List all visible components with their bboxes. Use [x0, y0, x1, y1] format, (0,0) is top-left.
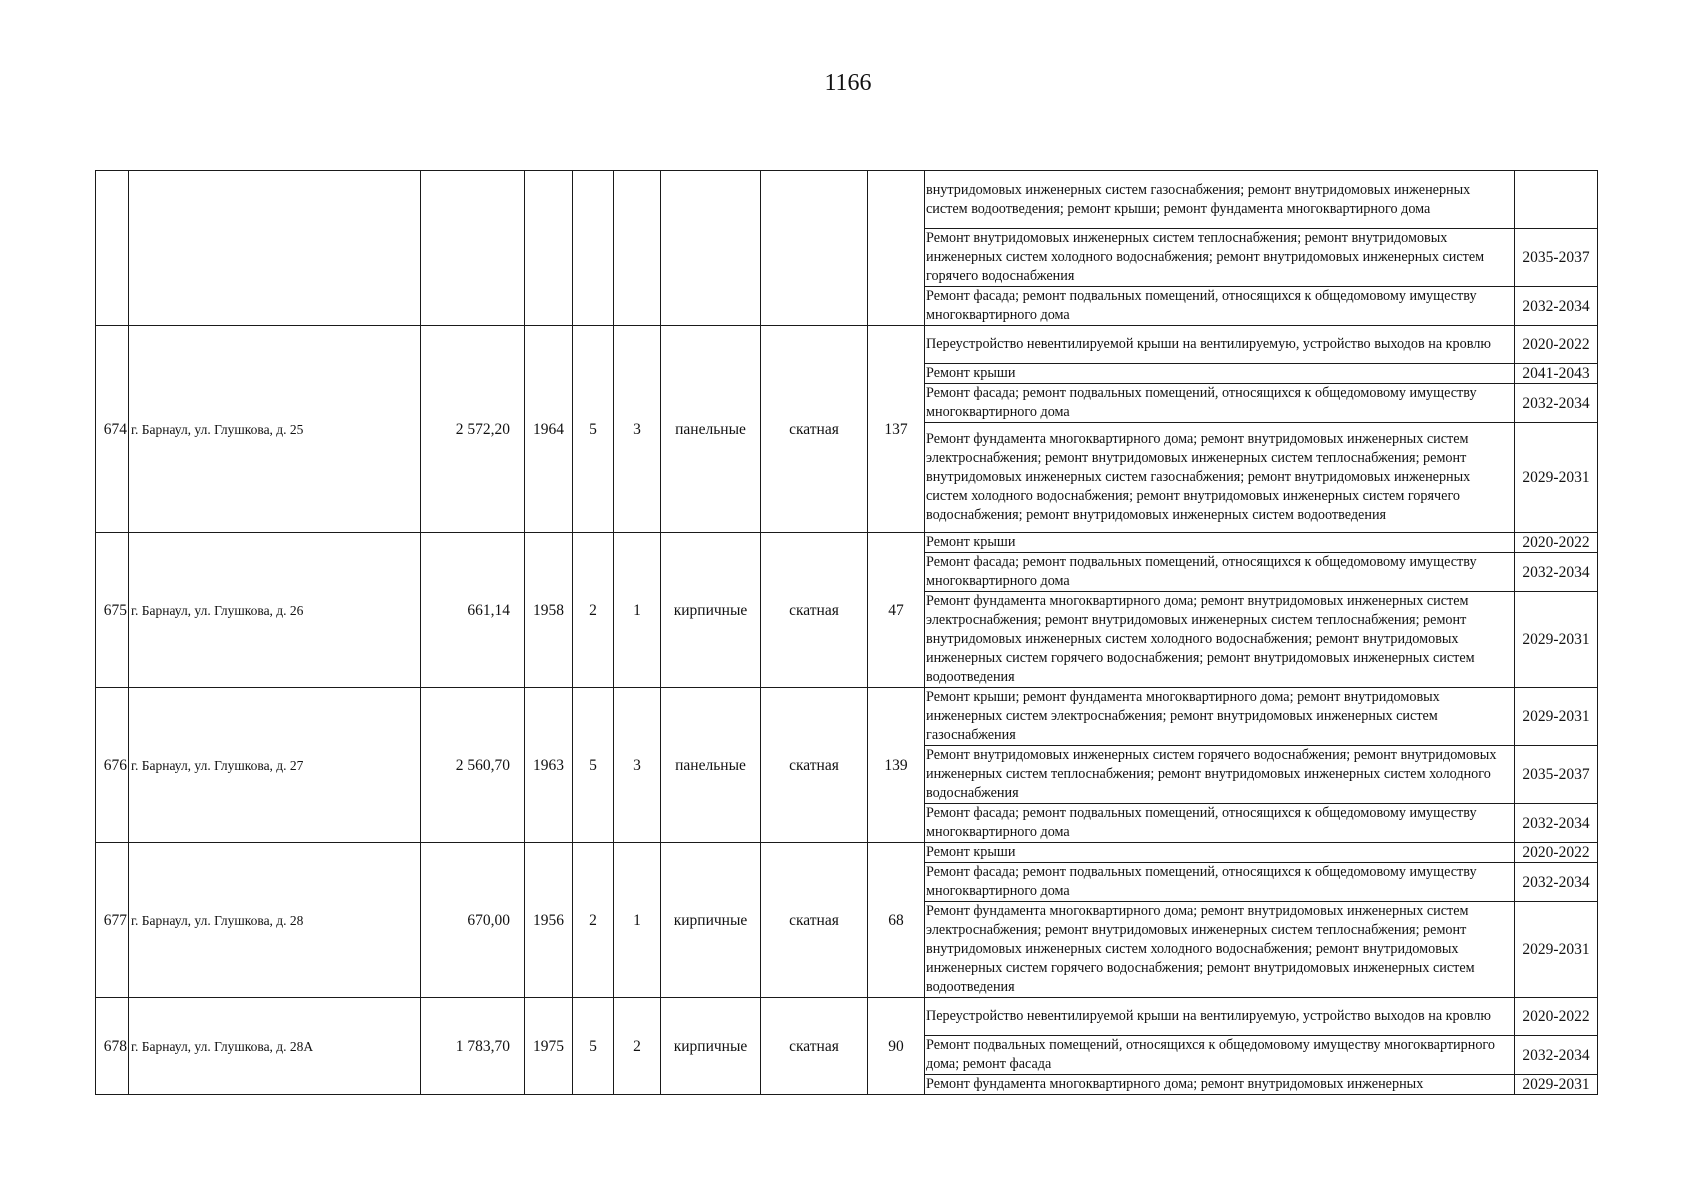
repair-period: 2029-2031 [1515, 592, 1598, 688]
house-wall-material [661, 171, 761, 326]
repair-period: 2029-2031 [1515, 423, 1598, 533]
repair-work-description: Ремонт крыши [925, 533, 1515, 553]
repair-period: 2020-2022 [1515, 843, 1598, 863]
repair-period: 2020-2022 [1515, 533, 1598, 553]
house-wall-material: панельные [661, 326, 761, 533]
house-entrances: 3 [614, 688, 661, 843]
table-row [96, 843, 1598, 863]
repair-work-description: Ремонт крыши; ремонт фундамента многоквартирного дома; ремонт внутридомовых инженерных систем электроснабжения; ремонт внутридомовых инженерных систем газоснабжения [925, 688, 1515, 746]
house-number: 676 [96, 688, 129, 843]
repair-period: 2029-2031 [1515, 902, 1598, 998]
house-area: 2 560,70 [421, 688, 525, 843]
house-wall-material: кирпичные [661, 533, 761, 688]
repair-work-description: Ремонт фундамента многоквартирного дома; ремонт внутридомовых инженерных систем электроснабжения; ремонт внутридомовых инженерных систем теплоснабжения; ремонт внутридомовых инженерных систем холодного водоснабжения; ремонт внутридомовых инженерных систем горячего водоснабжения; ремонт внутридомовых инженерных систем водоотведения [925, 592, 1515, 688]
house-year: 1958 [525, 533, 573, 688]
repair-work-description: Переустройство невентилируемой крыши на вентилируемую, устройство выходов на кровлю [925, 998, 1515, 1036]
repair-work-description: Ремонт фундамента многоквартирного дома; ремонт внутридомовых инженерных систем электроснабжения; ремонт внутридомовых инженерных систем теплоснабжения; ремонт внутридомовых инженерных систем газоснабжения; ремонт внутридомовых инженерных систем холодного водоснабжения; ремонт внутридомовых инженерных систем горячего водоснабжения; ремонт внутридомовых инженерных систем водоотведения [925, 423, 1515, 533]
repair-work-description: Ремонт фасада; ремонт подвальных помещений, относящихся к общедомовому имуществу многоквартирного дома [925, 287, 1515, 326]
repair-period: 2035-2037 [1515, 746, 1598, 804]
house-address: г. Барнаул, ул. Глушкова, д. 28 [129, 843, 421, 998]
repair-period: 2032-2034 [1515, 384, 1598, 423]
house-floors: 5 [573, 688, 614, 843]
house-area: 661,14 [421, 533, 525, 688]
house-address: г. Барнаул, ул. Глушкова, д. 28А [129, 998, 421, 1095]
repair-work-description: Ремонт фасада; ремонт подвальных помещений, относящихся к общедомовому имуществу многоквартирного дома [925, 384, 1515, 423]
house-wall-material: панельные [661, 688, 761, 843]
house-address: г. Барнаул, ул. Глушкова, д. 26 [129, 533, 421, 688]
house-residents: 137 [868, 326, 925, 533]
table-row [96, 998, 1598, 1036]
house-roof-type: скатная [761, 998, 868, 1095]
house-number: 674 [96, 326, 129, 533]
house-wall-material: кирпичные [661, 998, 761, 1095]
table-row [96, 688, 1598, 746]
house-residents [868, 171, 925, 326]
house-year: 1975 [525, 998, 573, 1095]
house-year: 1956 [525, 843, 573, 998]
repair-work-description: Ремонт фасада; ремонт подвальных помещений, относящихся к общедомовому имуществу многоквартирного дома [925, 804, 1515, 843]
house-year: 1964 [525, 326, 573, 533]
house-entrances: 3 [614, 326, 661, 533]
repair-work-description: Ремонт крыши [925, 364, 1515, 384]
house-floors: 2 [573, 533, 614, 688]
repair-period: 2032-2034 [1515, 863, 1598, 902]
house-address: г. Барнаул, ул. Глушкова, д. 27 [129, 688, 421, 843]
repair-period: 2035-2037 [1515, 229, 1598, 287]
repair-work-description: Ремонт фундамента многоквартирного дома; ремонт внутридомовых инженерных [925, 1075, 1515, 1095]
house-address [129, 171, 421, 326]
repair-period: 2029-2031 [1515, 1075, 1598, 1095]
repair-work-description: Ремонт фасада; ремонт подвальных помещений, относящихся к общедомовому имуществу многоквартирного дома [925, 863, 1515, 902]
house-residents: 47 [868, 533, 925, 688]
house-number: 678 [96, 998, 129, 1095]
house-year [525, 171, 573, 326]
repair-period: 2032-2034 [1515, 287, 1598, 326]
house-number [96, 171, 129, 326]
house-area: 670,00 [421, 843, 525, 998]
repair-period: 2020-2022 [1515, 326, 1598, 364]
table-row [96, 326, 1598, 364]
repair-period: 2032-2034 [1515, 1036, 1598, 1075]
page-number: 1166 [824, 70, 872, 96]
house-entrances: 1 [614, 533, 661, 688]
housing-repair-table [95, 170, 1598, 1095]
repair-period: 2041-2043 [1515, 364, 1598, 384]
repair-period: 2029-2031 [1515, 688, 1598, 746]
repair-work-description: Переустройство невентилируемой крыши на вентилируемую, устройство выходов на кровлю [925, 326, 1515, 364]
repair-work-description: внутридомовых инженерных систем газоснабжения; ремонт внутридомовых инженерных систем водоотведения; ремонт крыши; ремонт фундамента многоквартирного дома [925, 171, 1515, 229]
repair-work-description: Ремонт подвальных помещений, относящихся к общедомовому имуществу многоквартирного дома; ремонт фасада [925, 1036, 1515, 1075]
house-year: 1963 [525, 688, 573, 843]
house-residents: 139 [868, 688, 925, 843]
house-roof-type: скатная [761, 533, 868, 688]
house-floors: 2 [573, 843, 614, 998]
house-roof-type: скатная [761, 843, 868, 998]
house-entrances [614, 171, 661, 326]
house-area: 2 572,20 [421, 326, 525, 533]
house-number: 675 [96, 533, 129, 688]
house-floors [573, 171, 614, 326]
repair-work-description: Ремонт фундамента многоквартирного дома; ремонт внутридомовых инженерных систем электроснабжения; ремонт внутридомовых инженерных систем теплоснабжения; ремонт внутридомовых инженерных систем холодного водоснабжения; ремонт внутридомовых инженерных систем горячего водоснабжения; ремонт внутридомовых инженерных систем водоотведения [925, 902, 1515, 998]
house-residents: 90 [868, 998, 925, 1095]
house-residents: 68 [868, 843, 925, 998]
house-entrances: 1 [614, 843, 661, 998]
house-floors: 5 [573, 998, 614, 1095]
house-number: 677 [96, 843, 129, 998]
house-area [421, 171, 525, 326]
repair-period: 2020-2022 [1515, 998, 1598, 1036]
repair-period: 2032-2034 [1515, 553, 1598, 592]
repair-work-description: Ремонт внутридомовых инженерных систем теплоснабжения; ремонт внутридомовых инженерных систем холодного водоснабжения; ремонт внутридомовых инженерных систем горячего водоснабжения [925, 229, 1515, 287]
house-roof-type: скатная [761, 326, 868, 533]
repair-work-description: Ремонт крыши [925, 843, 1515, 863]
table-row [96, 533, 1598, 553]
house-roof-type: скатная [761, 688, 868, 843]
house-floors: 5 [573, 326, 614, 533]
repair-work-description: Ремонт внутридомовых инженерных систем горячего водоснабжения; ремонт внутридомовых инженерных систем теплоснабжения; ремонт внутридомовых инженерных систем холодного водоснабжения [925, 746, 1515, 804]
house-address: г. Барнаул, ул. Глушкова, д. 25 [129, 326, 421, 533]
house-wall-material: кирпичные [661, 843, 761, 998]
repair-period [1515, 171, 1598, 229]
house-roof-type [761, 171, 868, 326]
repair-work-description: Ремонт фасада; ремонт подвальных помещений, относящихся к общедомовому имуществу многоквартирного дома [925, 553, 1515, 592]
table-body [96, 171, 1598, 1095]
house-area: 1 783,70 [421, 998, 525, 1095]
house-entrances: 2 [614, 998, 661, 1095]
table-row [96, 171, 1598, 229]
repair-period: 2032-2034 [1515, 804, 1598, 843]
